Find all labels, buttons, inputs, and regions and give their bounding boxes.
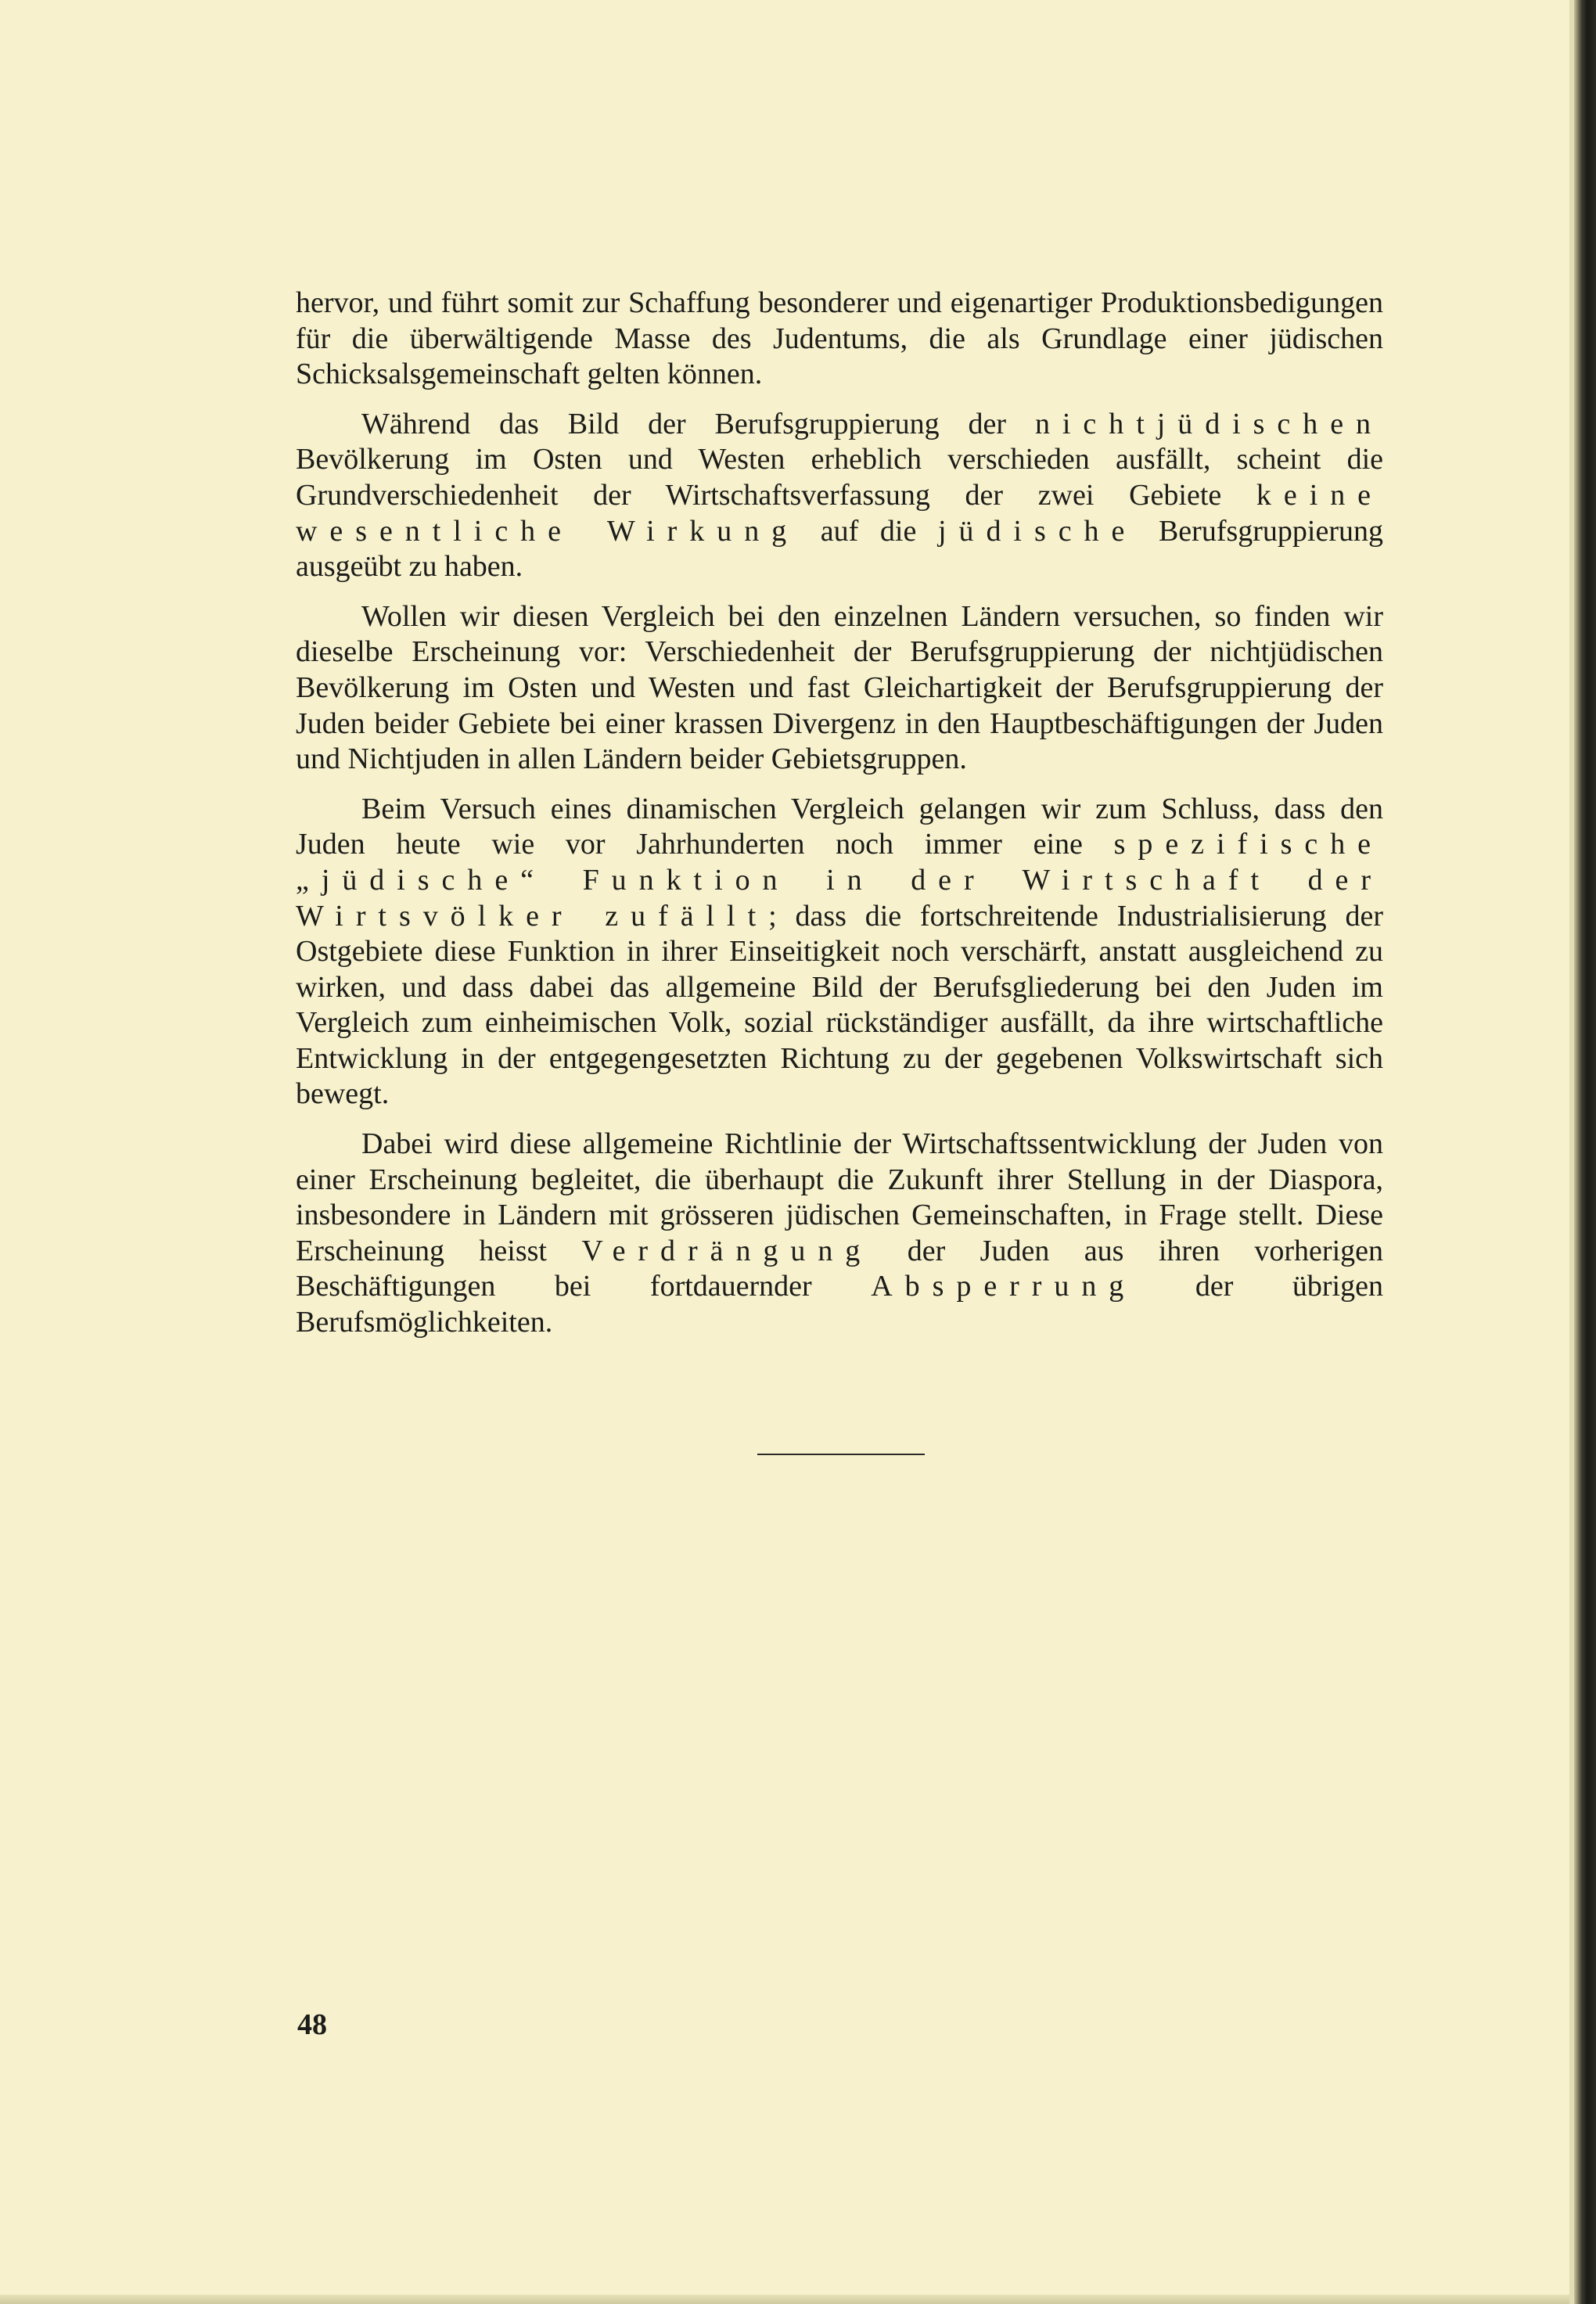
paragraph: [296, 1127, 1383, 1341]
section-divider: [757, 1454, 925, 1455]
body-text: [296, 286, 1383, 1355]
paragraph: [296, 599, 1383, 778]
text-segment: Bevölkerung im Osten und Westen erheblich verschieden ausfällt, scheint die Grundverschiedenheit der Wirtschaftsverfassung der zwei Gebiete: [296, 443, 1383, 512]
text-segment: Dabei wird diese allgemeine Richtlinie der Wirtschaftssentwicklung der Juden von einer Erscheinung begleitet, die überhaupt die Zukunft ihrer Stellung in der Diaspora, insbesondere in Ländern mit grösseren jüdischen Gemeinschaften, in Frage stellt. Diese Erscheinung heisst: [296, 1127, 1383, 1267]
emphasized-text: keine wesentliche Wirkung: [296, 478, 1383, 548]
emphasized-text: Verdrängung: [581, 1234, 873, 1267]
text-segment: ; dass die fortschreitende Industrialisierung der Ostgebiete diese Funktion in ihrer Einseitigkeit noch verschärft, anstatt ausgleichend zu wirken, und dass dabei das allgemeine Bild der Berufsgliederung bei den Juden im Vergleich zum einheimischen Volk, sozial rückständiger ausfällt, da ihre wirtschaftliche Entwicklung in der entgegengesetzten Richtung zu der gegebenen Volkswirtschaft sich bewegt.: [296, 899, 1383, 1111]
emphasized-text: spezifische „jüdische“ Funktion in der Wirtschaft der Wirtsvölker zufällt: [296, 828, 1383, 933]
emphasized-text: jüdische: [937, 514, 1138, 548]
text-segment: hervor, und führt somit zur Schaffung besonderer und eigenartiger Produktionsbedigungen für die überwältigende Masse des Judentums, die als Grundlage einer jüdischen Schicksalsgemeinschaft gelten können.: [296, 286, 1383, 391]
paragraph: [296, 792, 1383, 1112]
paragraph: [296, 407, 1383, 585]
text-segment: der Juden aus ihren vorherigen Beschäftigungen bei fortdauernder: [296, 1234, 1383, 1303]
text-segment: Wollen wir diesen Vergleich bei den einzelnen Ländern versuchen, so finden wir dieselbe Erscheinung vor: Verschiedenheit der Berufsgruppierung der nichtjüdischen Bevölkerung im Osten und Westen und fast Gleichartigkeit der Berufsgruppierung der Juden beider Gebiete bei einer krassen Divergenz in den Hauptbeschäftigungen der Juden und Nichtjuden in allen Ländern beider Gebietsgruppen.: [296, 599, 1383, 776]
page-bottom-edge: [0, 2295, 1596, 2304]
text-segment: Berufsgruppierung ausgeübt zu haben.: [296, 514, 1383, 584]
text-segment: Während das Bild der Berufsgruppierung der: [361, 407, 1035, 440]
text-segment: Beim Versuch eines dinamischen Vergleich gelangen wir zum Schluss, dass den Juden heute wie vor Jahrhunderten noch immer eine: [296, 792, 1383, 861]
paragraph: [296, 286, 1383, 393]
text-segment: auf die: [799, 514, 938, 548]
emphasized-text: Absperrung: [871, 1270, 1137, 1303]
emphasized-text: nichtjüdischen: [1034, 407, 1383, 440]
text-segment: der übrigen Berufsmöglichkeiten.: [296, 1270, 1383, 1339]
page-number: 48: [297, 2008, 327, 2041]
book-spine: [1574, 0, 1596, 2304]
